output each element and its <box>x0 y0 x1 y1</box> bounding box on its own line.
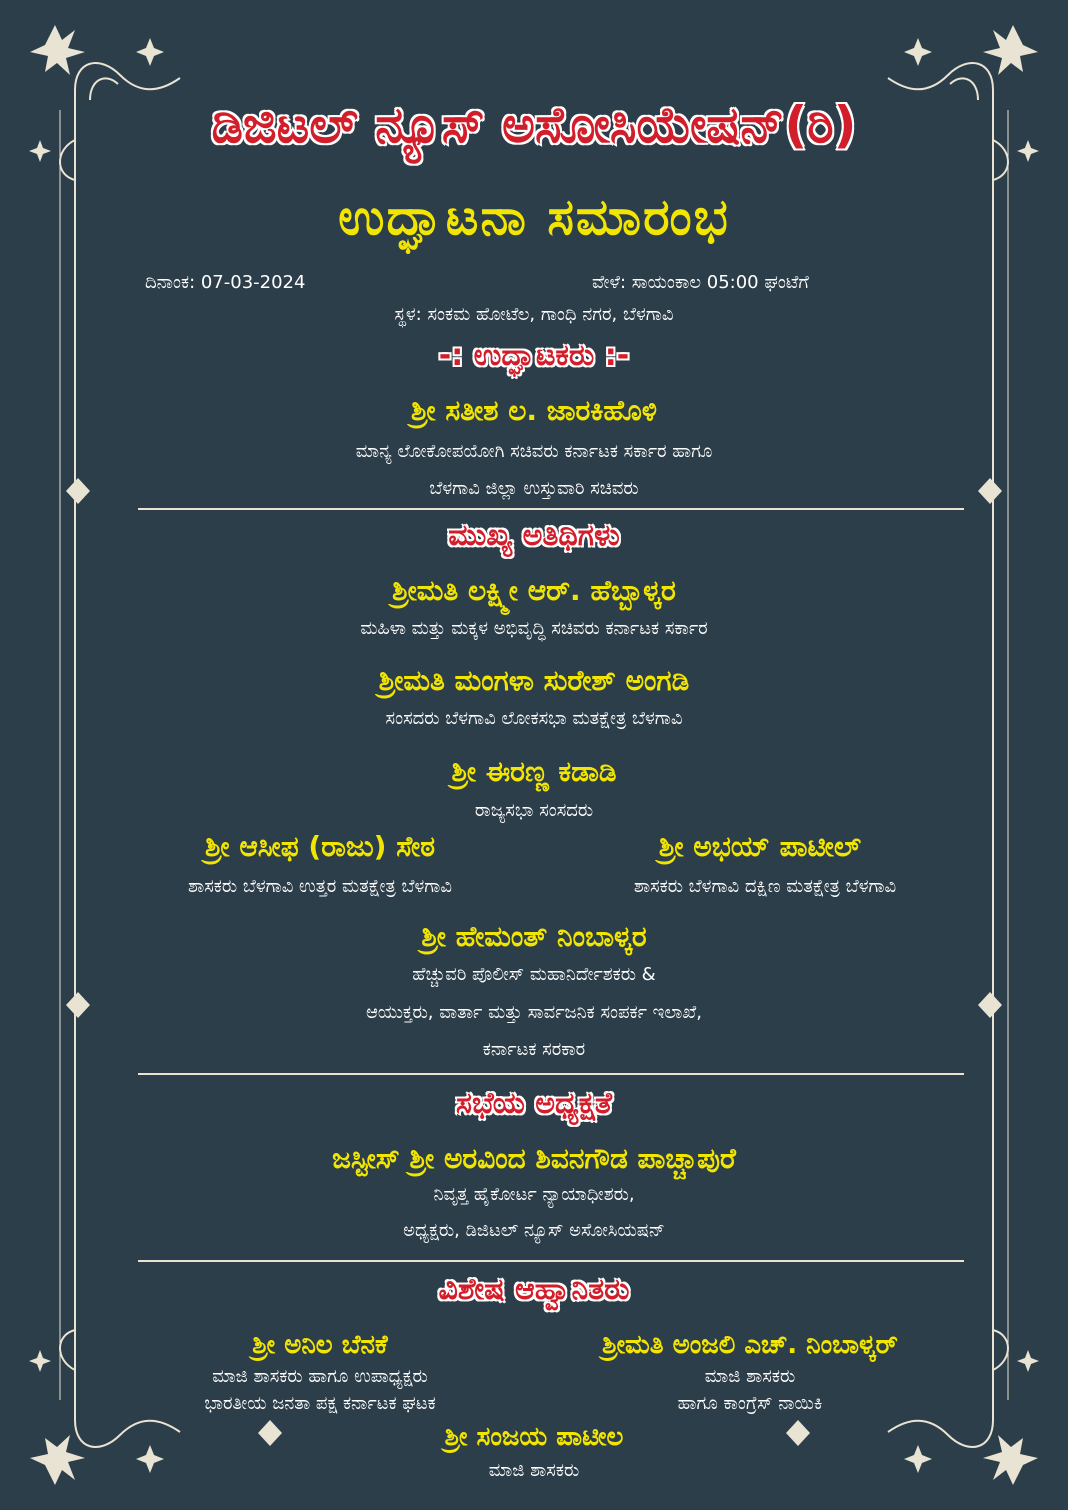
event-venue: ಸ್ಥಳ: ಸಂಕಮ ಹೋಟೆಲ, ಗಾಂಧಿ ನಗರ, ಬೆಳಗಾವಿ <box>394 304 674 325</box>
president-desc-2: ಅಧ್ಯಕ್ಷರು, ಡಿಜಿಟಲ್ ನ್ಯೂಸ್ ಅಸೋಸಿಯಷನ್ <box>403 1220 665 1241</box>
divider <box>138 1260 964 1262</box>
guest5-desc: ಶಾಸಕರು ಬೆಳಗಾವಿ ದಕ್ಷಿಣ ಮತಕ್ಷೇತ್ರ ಬೆಳಗಾವಿ <box>633 876 897 897</box>
guest5-name: ಶ್ರೀ ಅಭಯ್ ಪಾಟೀಲ್ <box>658 830 862 863</box>
chief-guests-heading: ಮುಖ್ಯ ಅತಿಥಿಗಳು <box>448 518 620 553</box>
president-desc-1: ನಿವೃತ್ತ ಹೈಕೋರ್ಟ ನ್ಯಾಯಾಧೀಶರು, <box>433 1184 635 1205</box>
president-name: ಜಸ್ಟೀಸ್ ಶ್ರೀ ಅರವಿಂದ ಶಿವನಗೌಡ ಪಾಚ್ಚಾಪುರೆ <box>332 1142 736 1175</box>
guest3-desc: ರಾಜ್ಯಸಭಾ ಸಂಸದರು <box>474 800 594 821</box>
invitee3-name: ಶ್ರೀ ಸಂಜಯ ಪಾಟೀಲ <box>444 1422 624 1452</box>
inaugurator-desc-2: ಬೆಳಗಾವಿ ಜಿಲ್ಲಾ ಉಸ್ತುವಾರಿ ಸಚಿವರು <box>429 478 639 499</box>
guest2-name: ಶ್ರೀಮತಿ ಮಂಗಳಾ ಸುರೇಶ್ ಅಂಗಡಿ <box>378 664 690 697</box>
org-title: ಡಿಜಿಟಲ್ ನ್ಯೂಸ್ ಅಸೋಸಿಯೇಷನ್(ರಿ) <box>211 96 857 154</box>
event-title: ಉದ್ಘಾಟನಾ ಸಮಾರಂಭ <box>338 188 730 246</box>
divider <box>138 1073 964 1075</box>
invitee3-desc: ಮಾಜಿ ಶಾಸಕರು <box>488 1460 580 1481</box>
guest4-desc: ಶಾಸಕರು ಬೆಳಗಾವಿ ಉತ್ತರ ಮತಕ್ಷೇತ್ರ ಬೆಳಗಾವಿ <box>188 876 452 897</box>
guest3-name: ಶ್ರೀ ಈರಣ್ಣ ಕಡಾಡಿ <box>451 755 617 788</box>
guest6-desc-1: ಹೆಚ್ಚುವರಿ ಪೊಲೀಸ್ ಮಹಾನಿರ್ದೇಶಕರು & <box>412 964 656 985</box>
divider <box>138 508 964 510</box>
inaugurator-desc-1: ಮಾನ್ಯ ಲೋಕೋಪಯೋಗಿ ಸಚಿವರು ಕರ್ನಾಟಕ ಸರ್ಕಾರ ಹಾಗೂ <box>355 441 713 462</box>
invitee2-name: ಶ್ರೀಮತಿ ಅಂಜಲಿ ಎಚ್. ನಿಂಬಾಳ್ಕರ್ <box>602 1330 898 1360</box>
guest1-desc: ಮಹಿಳಾ ಮತ್ತು ಮಕ್ಕಳ ಅಭಿವೃದ್ಧಿ ಸಚಿವರು ಕರ್ನಾಟಕ ಸರ್ಕಾರ <box>360 618 708 639</box>
president-heading: ಸಭೆಯ ಅಧ್ಯಕ್ಷತೆ <box>456 1086 612 1121</box>
guest6-desc-2: ಆಯುಕ್ತರು, ವಾರ್ತಾ ಮತ್ತು ಸಾರ್ವಜನಿಕ ಸಂಪರ್ಕ ಇಲಾಖೆ, <box>366 1002 702 1023</box>
invitee1-name: ಶ್ರೀ ಅನಿಲ ಬೆನಕೆ <box>252 1330 388 1360</box>
special-invitees-heading: ವಿಶೇಷ ಆಹ್ವಾನಿತರು <box>438 1272 630 1307</box>
inaugurator-heading: -: ಉದ್ಘಾಟಕರು :- <box>438 338 630 373</box>
invitee1-desc-2: ಭಾರತೀಯ ಜನತಾ ಪಕ್ಷ ಕರ್ನಾಟಕ ಘಟಕ <box>204 1393 436 1414</box>
event-date: ದಿನಾಂಕ: 07-03-2024 <box>145 272 306 293</box>
event-time: ವೇಳೆ: ಸಾಯಂಕಾಲ 05:00 ಘಂಟೆಗೆ <box>592 272 809 293</box>
invitee2-desc-1: ಮಾಜಿ ಶಾಸಕರು <box>704 1366 796 1387</box>
guest1-name: ಶ್ರೀಮತಿ ಲಕ್ಷ್ಮೀ ಆರ್. ಹೆಬ್ಬಾಳ್ಕರ <box>392 574 676 607</box>
invitee1-desc-1: ಮಾಜಿ ಶಾಸಕರು ಹಾಗೂ ಉಪಾಧ್ಯಕ್ಷರು <box>212 1366 428 1387</box>
guest6-name: ಶ್ರೀ ಹೇಮಂತ್ ನಿಂಬಾಳ್ಕರ <box>421 920 647 953</box>
invitee2-desc-2: ಹಾಗೂ ಕಾಂಗ್ರೆಸ್ ನಾಯಿಕಿ <box>677 1393 823 1414</box>
guest4-name: ಶ್ರೀ ಆಸೀಫ (ರಾಜು) ಸೇಠ <box>204 830 436 863</box>
guest2-desc: ಸಂಸದರು ಬೆಳಗಾವಿ ಲೋಕಸಭಾ ಮತಕ್ಷೇತ್ರ ಬೆಳಗಾವಿ <box>385 708 683 729</box>
inaugurator-name: ಶ್ರೀ ಸತೀಶ ಲ. ಜಾರಕಿಹೊಳಿ <box>410 394 658 427</box>
guest6-desc-3: ಕರ್ನಾಟಕ ಸರಕಾರ <box>482 1039 586 1060</box>
